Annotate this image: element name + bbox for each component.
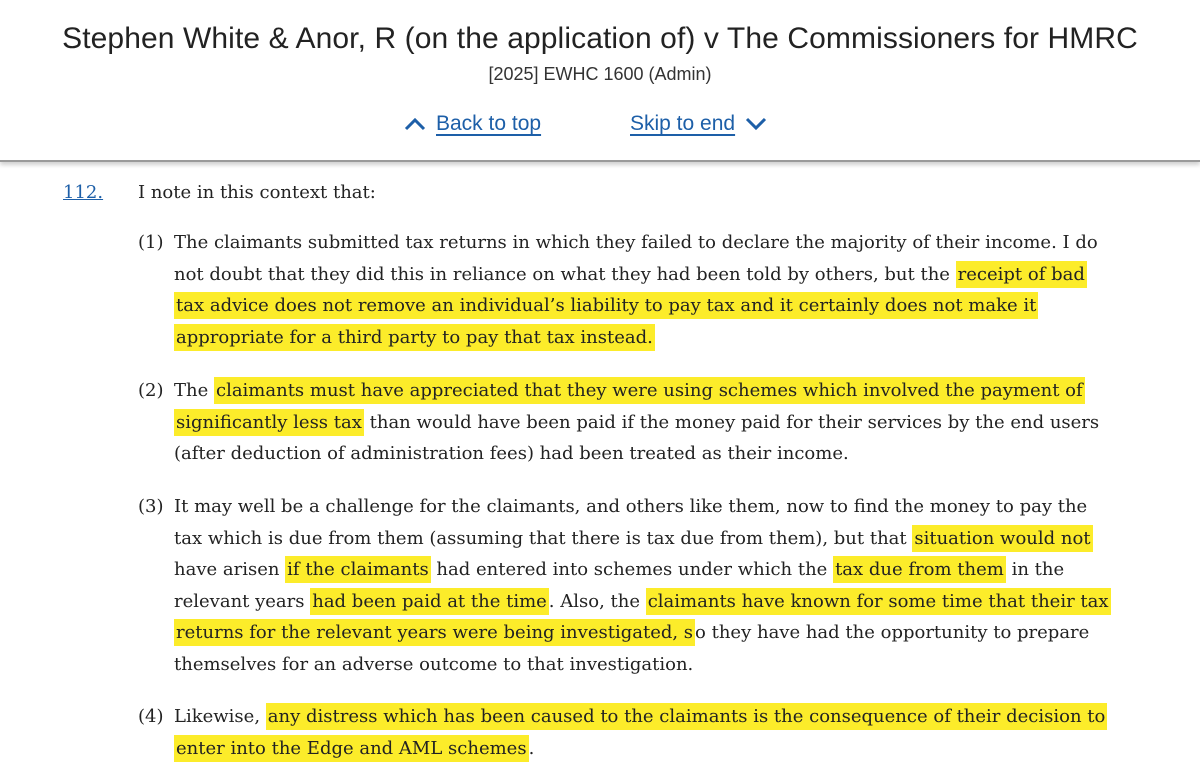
text-segment: Likewise,	[174, 706, 266, 727]
highlighted-text: tax due from them	[833, 556, 1006, 583]
sub-paragraph-text	[174, 227, 1114, 353]
skip-to-end-label: Skip to end	[630, 112, 736, 135]
neutral-citation: [2025] EWHC 1600 (Admin)	[488, 64, 712, 84]
sub-paragraph-3	[138, 491, 1138, 680]
judgment-header	[0, 0, 1200, 162]
sub-paragraph-text	[174, 491, 1114, 680]
paragraph-number-link[interactable]: 112.	[63, 182, 104, 203]
chevron-down-icon	[745, 117, 767, 131]
text-segment: It may well be a challenge for the claimants, and others like them, now to find the money to pay the tax which is due from them (assuming that there is tax due from them), but that	[174, 496, 1088, 549]
text-segment: The	[174, 380, 214, 401]
sub-paragraph-number: (1)	[138, 232, 164, 253]
case-title: Stephen White & Anor, R (on the application of) v The Commissioners for HMRC	[62, 22, 1138, 55]
sub-paragraph-number: (3)	[138, 496, 164, 517]
highlighted-text: any distress which has been caused to the claimants is the consequence of their decision to enter into the Edge and AML schemes	[174, 703, 1107, 762]
text-segment: .	[528, 737, 535, 759]
highlighted-text: claimants must have appreciated that they were using schemes which involved the payment of significantly less tax	[174, 377, 1085, 436]
sub-paragraph-2	[138, 375, 1138, 470]
skip-to-end-link[interactable]	[630, 112, 767, 136]
text-segment: o they have had the opportunity to prepare themselves for an adverse outcome to that investigation.	[174, 622, 1090, 675]
text-segment: . Also, the	[548, 590, 646, 612]
highlighted-text: claimants have known for some time that their tax returns for the relevant years were being investigated, s	[174, 588, 1111, 647]
text-segment: in the relevant years	[174, 559, 1065, 612]
sub-paragraph-text	[174, 701, 1114, 764]
text-segment: had entered into schemes under which the	[430, 559, 834, 580]
sub-paragraph-text	[174, 375, 1114, 470]
paragraph-intro: I note in this context that:	[138, 182, 376, 203]
text-segment: than would have been paid if the money paid for their services by the end users (after deduction of administration fees) had been treated as their income.	[174, 411, 1100, 464]
back-to-top-label: Back to top	[436, 112, 542, 135]
sub-paragraph-4	[138, 701, 1138, 764]
chevron-up-icon	[404, 117, 426, 131]
back-to-top-link[interactable]	[404, 112, 541, 136]
text-segment: The claimants submitted tax returns in which they failed to declare the majority of their income. I do not doubt that they did this in reliance on what they had been told by others, but the	[174, 232, 1098, 285]
highlighted-text: had been paid at the time	[310, 588, 549, 615]
sub-paragraph-number: (4)	[138, 706, 164, 727]
text-segment: have arisen	[174, 559, 286, 580]
highlighted-text: if the claimants	[285, 556, 431, 583]
sub-paragraph-number: (2)	[138, 380, 164, 401]
sub-paragraph-1	[138, 227, 1138, 353]
highlighted-text: situation would not	[912, 525, 1092, 552]
highlighted-text: receipt of bad tax advice does not remove an individual’s liability to pay tax and it certainly does not make it appropriate for a third party to pay that tax instead.	[174, 261, 1087, 351]
